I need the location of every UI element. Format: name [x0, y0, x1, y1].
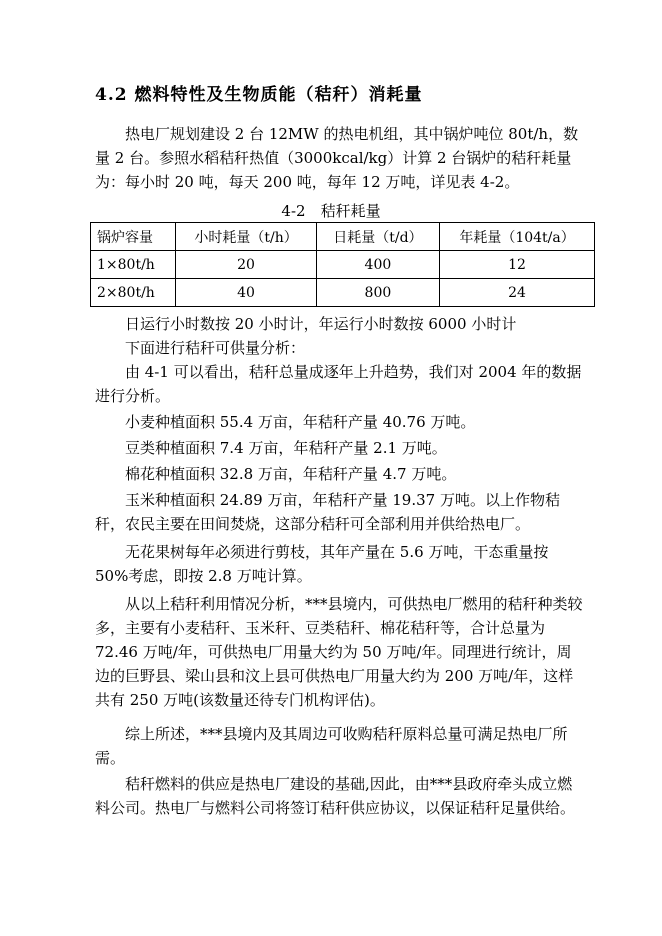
- table-cell: 1×80t/h: [91, 251, 176, 279]
- supply-analysis-intro: 下面进行秸秆可供量分析：: [125, 339, 306, 357]
- cotton-line: 棉花种植面积 32.8 万亩，年秸秆产量 4.7 万吨。: [125, 465, 457, 483]
- table-cell: 800: [316, 279, 439, 307]
- table-cell: 40: [176, 279, 316, 307]
- table-cell: 20: [176, 251, 316, 279]
- table-cell: 400: [316, 251, 439, 279]
- trend-paragraph: 由 4-1 可以看出，秸秆总量成逐年上升趋势，我们对 2004 年的数据进行分析。: [95, 363, 582, 405]
- final-paragraph: 秸秆燃料的供应是热电厂建设的基础,因此，由***县政府牵头成立燃料公司。热电厂与燃料公司将签订秸秆供应协议，以保证秸秆足量供给。: [95, 775, 576, 817]
- analysis-paragraph: 从以上秸秆利用情况分析，***县境内，可供热电厂燃用的秸秆种类较多，主要有小麦秸秆、玉米秆、豆类秸秆、棉花秸秆等，合计总量为 72.46 万吨/年，可供热电厂用量大约为 50 万吨/年。同理进行统计，周边的巨野县、梁山县和汶上县可供热电厂用量大约为 200 万吨/年，这样共有 250 万吨(该数量还待专门机构评估)。: [95, 595, 583, 709]
- header-cell: 年耗量（104t/a）: [440, 223, 595, 251]
- section-heading: 4.2 燃料特性及生物质能（秸秆）消耗量: [95, 85, 423, 105]
- table-row: [91, 251, 595, 279]
- wheat-line: 小麦种植面积 55.4 万亩，年秸秆产量 40.76 万吨。: [125, 413, 476, 431]
- summary-paragraph: 综上所述，***县境内及其周边可收购秸秆原料总量可满足热电厂所需。: [95, 725, 568, 767]
- header-cell: 锅炉容量: [91, 223, 176, 251]
- header-cell: 日耗量（t/d）: [316, 223, 439, 251]
- table-cell: 2×80t/h: [91, 279, 176, 307]
- corn-paragraph: 玉米种植面积 24.89 万亩，年秸秆产量 19.37 万吨。以上作物秸秆，农民主要在田间焚烧，这部分秸秆可全部利用并供给热电厂。: [95, 491, 560, 533]
- table-cell: 12: [440, 251, 595, 279]
- fig-paragraph: 无花果树每年必须进行剪枝，其年产量在 5.6 万吨，干态重量按 50%考虑，即按 2.8 万吨计算。: [95, 543, 549, 585]
- straw-consumption-table: [90, 222, 595, 307]
- table-caption: 4-2 秸秆耗量: [281, 202, 381, 220]
- intro-paragraph: 热电厂规划建设 2 台 12MW 的热电机组，其中锅炉吨位 80t/h，数量 2 台。参照水稻秸秆热值（3000kcal/kg）计算 2 台锅炉的秸秆耗量为：每小时 20 吨，每天 200 吨，每年 12 万吨，详见表 4-2。: [95, 125, 579, 191]
- header-cell: 小时耗量（t/h）: [176, 223, 316, 251]
- operation-hours-note: 日运行小时数按 20 小时计，年运行小时数按 6000 小时计: [125, 315, 517, 333]
- table-header-row: [91, 223, 595, 251]
- table-row: [91, 279, 595, 307]
- bean-line: 豆类种植面积 7.4 万亩，年秸秆产量 2.1 万吨。: [125, 439, 447, 457]
- table-cell: 24: [440, 279, 595, 307]
